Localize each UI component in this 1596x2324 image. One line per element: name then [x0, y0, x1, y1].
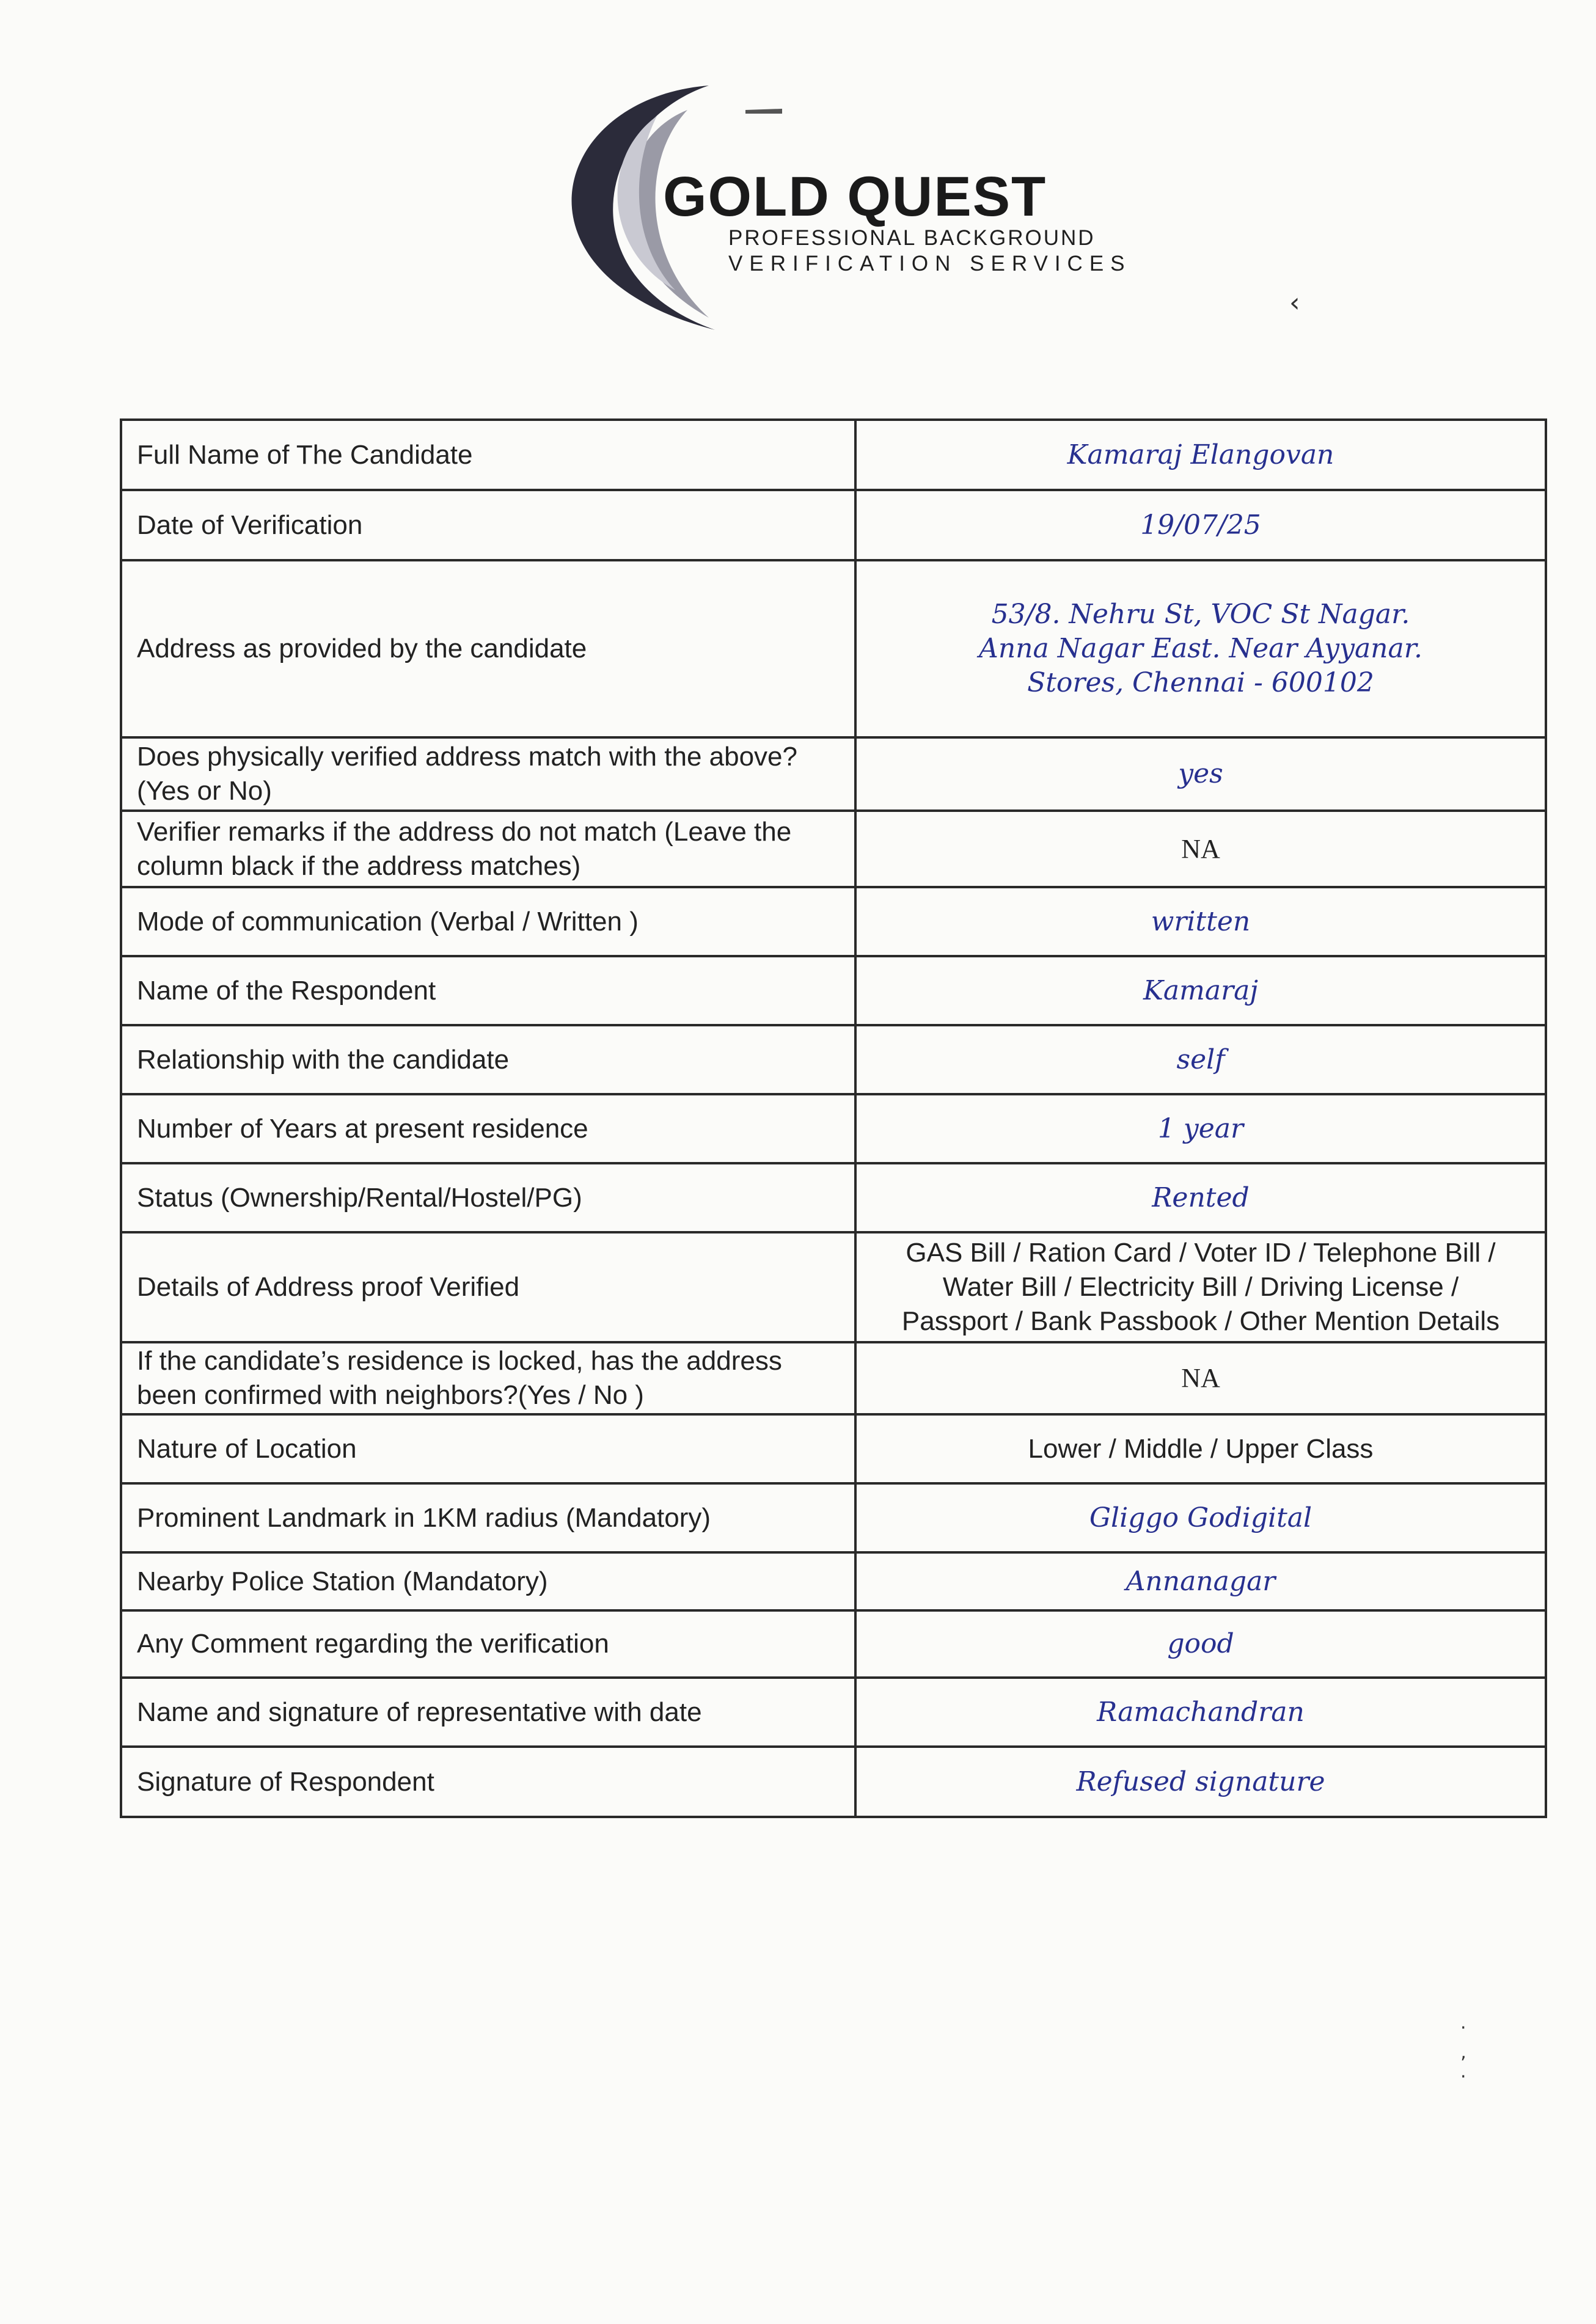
row-label: Relationship with the candidate: [121, 1025, 855, 1094]
table-row: [121, 737, 1546, 811]
row-label: Nearby Police Station (Mandatory): [121, 1552, 855, 1610]
table-row: [121, 1232, 1546, 1342]
row-label: Name of the Respondent: [121, 956, 855, 1025]
table-row: [121, 1163, 1546, 1232]
landmark-value: Gliggo Godigital: [855, 1483, 1546, 1552]
stray-mark: · ‚ ·: [1460, 2017, 1466, 2088]
table-row: [121, 490, 1546, 560]
table-row: [121, 1094, 1546, 1163]
address-proof-line: Passport / Bank Passbook / Other Mention Details: [901, 1306, 1500, 1336]
row-label: Full Name of The Candidate: [121, 420, 855, 490]
row-label: Any Comment regarding the verification: [121, 1610, 855, 1678]
candidate-name-value: Kamaraj Elangovan: [855, 420, 1546, 490]
table-row: [121, 1483, 1546, 1552]
table-row: [121, 887, 1546, 956]
table-row: [121, 420, 1546, 490]
logo-tagline-1: PROFESSIONAL BACKGROUND: [728, 226, 1096, 250]
logo-tagline-2: VERIFICATION SERVICES: [728, 252, 1132, 276]
address-value: [855, 560, 1546, 737]
table-row: [121, 956, 1546, 1025]
address-line: Anna Nagar East. Near Ayyanar.: [979, 633, 1422, 664]
row-label: Name and signature of representative with date: [121, 1678, 855, 1747]
row-label: Signature of Respondent: [121, 1747, 855, 1817]
representative-signature-value: Ramachandran: [855, 1678, 1546, 1747]
communication-mode-value: written: [855, 887, 1546, 956]
table-row: [121, 560, 1546, 737]
table-row: [121, 1414, 1546, 1483]
row-label: If the candidate’s residence is locked, has the address been confirmed with neighbors?(Yes / No ): [121, 1342, 855, 1414]
logo-brand-left: GOLD: [663, 166, 830, 228]
table-row: [121, 1025, 1546, 1094]
address-line: 53/8. Nehru St, VOC St Nagar.: [991, 599, 1410, 630]
logo-wordmark: [663, 165, 1047, 229]
verification-date-value: 19/07/25: [855, 490, 1546, 560]
police-station-value: Annanagar: [855, 1552, 1546, 1610]
address-match-value: yes: [855, 737, 1546, 811]
respondent-name-value: Kamaraj: [855, 956, 1546, 1025]
table-row: [121, 1610, 1546, 1678]
verification-form-table: [120, 418, 1547, 1818]
goldquest-logo: [525, 73, 1210, 342]
row-label: Address as provided by the candidate: [121, 560, 855, 737]
table-row: [121, 1342, 1546, 1414]
address-proof-line: Water Bill / Electricity Bill / Driving License /: [942, 1272, 1459, 1302]
row-label: Number of Years at present residence: [121, 1094, 855, 1163]
table-row: [121, 1747, 1546, 1817]
row-label: Nature of Location: [121, 1414, 855, 1483]
logo-brand-right: QUEST: [847, 166, 1047, 228]
row-label: Does physically verified address match with the above? (Yes or No): [121, 737, 855, 811]
table-row: [121, 1552, 1546, 1610]
neighbor-confirmation-value: NA: [855, 1342, 1546, 1414]
relationship-value: self: [855, 1025, 1546, 1094]
row-label: Verifier remarks if the address do not match (Leave the column black if the address matches): [121, 811, 855, 887]
row-label: Mode of communication (Verbal / Written ): [121, 887, 855, 956]
row-label: Details of Address proof Verified: [121, 1232, 855, 1342]
row-label: Status (Ownership/Rental/Hostel/PG): [121, 1163, 855, 1232]
table-row: [121, 1678, 1546, 1747]
location-class-value: Lower / Middle / Upper Class: [855, 1414, 1546, 1483]
address-proof-line: GAS Bill / Ration Card / Voter ID / Telephone Bill /: [906, 1238, 1496, 1268]
residence-status-value: Rented: [855, 1163, 1546, 1232]
comment-value: good: [855, 1610, 1546, 1678]
stray-mark: ‹: [1289, 287, 1300, 318]
row-label: Prominent Landmark in 1KM radius (Mandatory): [121, 1483, 855, 1552]
respondent-signature-value: Refused signature: [855, 1747, 1546, 1817]
address-line: Stores, Chennai - 600102: [1027, 667, 1374, 698]
years-at-residence-value: 1 year: [855, 1094, 1546, 1163]
verifier-remarks-value: NA: [855, 811, 1546, 887]
address-proof-options: [855, 1232, 1546, 1342]
row-label: Date of Verification: [121, 490, 855, 560]
table-row: [121, 811, 1546, 887]
